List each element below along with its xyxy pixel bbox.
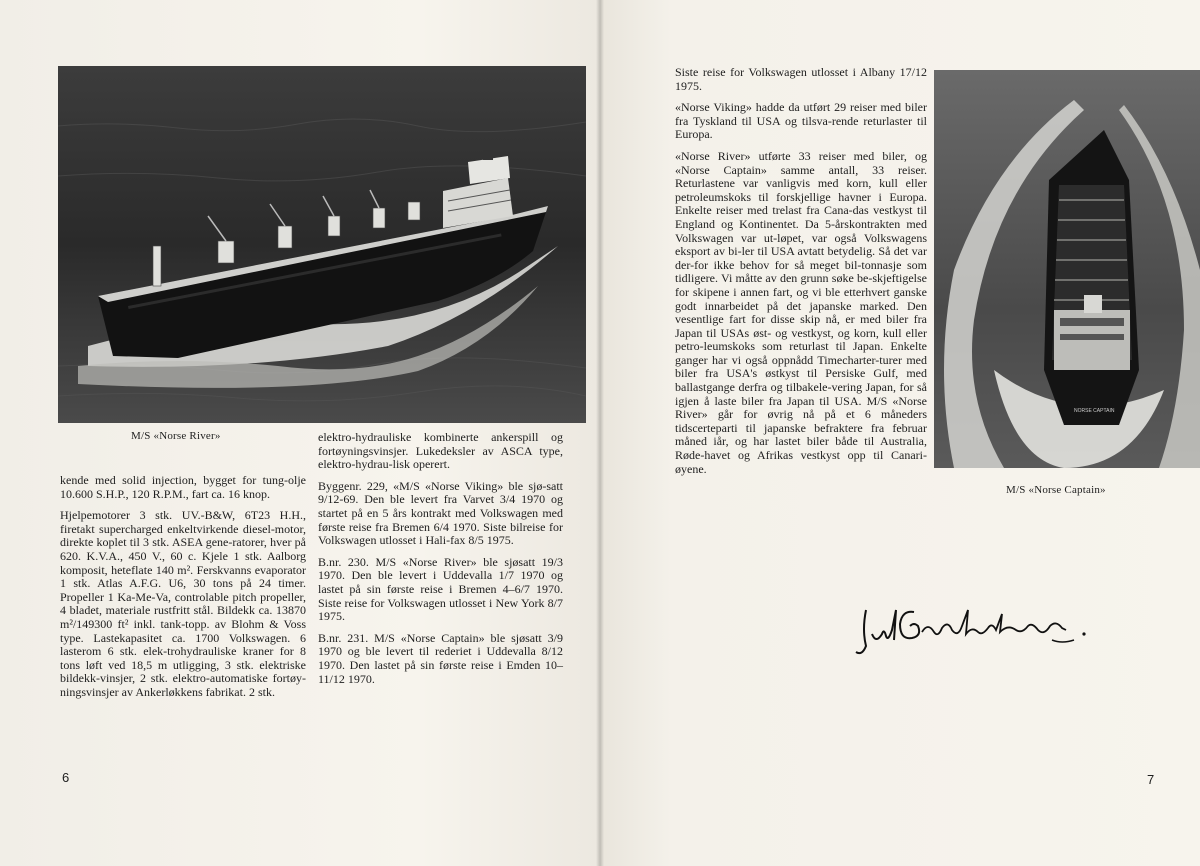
left-column-2 [318,431,563,694]
norse-captain-photo [934,70,1200,468]
paragraph: elektro-hydrauliske kombinerte ankerspill og fortøyningsvinsjer. Lukedeksler av ASCA type, elektro-hydrau-lisk operert. [318,430,563,472]
book-gutter [596,0,604,866]
paragraph: Siste reise for Volkswagen utlosset i Albany 17/12 1975. [675,65,927,93]
norse-river-caption: M/S «Norse River» [131,430,221,442]
signature [852,600,1102,660]
paragraph: B.nr. 230. M/S «Norse River» ble sjøsatt 19/3 1970. Den ble levert i Uddevalla 1/7 1970 og lastet på sin første reise i Bremen 4–6/7 1970. Siste reise for Volkswagen utlosset i New York 8/7 1975. [318,554,563,624]
paragraph: B.nr. 231. M/S «Norse Captain» ble sjøsatt 3/9 1970 og ble levert til rederiet i Uddevalla 8/12 1970. Den lastet på sin første reise i Emden 10–11/12 1970. [318,630,563,686]
paragraph: kende med solid injection, bygget for tung-olje 10.600 S.H.P., 120 R.P.M., fart ca. 16 knop. [60,473,306,501]
page-number-left: 6 [62,770,70,785]
paragraph: Hjelpemotorer 3 stk. UV.-B&W, 6T23 H.H., firetakt supercharged enkeltvirkende diesel-motor, direkte koplet til 3 stk. ASEA gene-ratorer, hver på 620. K.V.A., 450 V., 60 c. Kjele 1 stk. Aalborg komposit, heteflate 140 m². Ferskvanns evaporator 1 stk. Atlas A.F.G. U6, 30 tons på 24 timer. Propeller 1 Ka-Me-Va, controlable pitch propeller, 4 bladet, materiale rustfritt stål. Bildekk ca. 13870 m²/149300 ft² inkl. tank-topp. av Blohm & Voss type. Lastekapasitet ca. 1700 Volkswagen. 6 lasterom 6 stk. elek-trohydrauliske kraner for 8 tons løft ved 18,5 m utligging, 3 stk. elektriske bildekk-vinsjer, 2 stk. elektro-automatiske fortøy-ningsvinsjer av Ankerløkkens fabrikat. 2 stk. [60,508,306,699]
norse-captain-caption: M/S «Norse Captain» [1006,484,1106,496]
svg-text:NORSE CAPTAIN: NORSE CAPTAIN [1074,408,1115,414]
page-number-right: 7 [1147,772,1155,787]
right-page [600,0,1200,866]
norse-river-photo [58,66,586,423]
right-column [675,66,927,484]
left-column-1 [60,474,306,708]
paragraph: «Norse River» utførte 33 reiser med biler, og «Norse Captain» samme antall, 33 reiser. Returlastene var vanligvis med korn, kull eller petroleumskoks til forskjellige havner i Europa. Enkelte reiser med trelast fra Cana-das vestkyst til England og Kontinentet. Da 5-årskontrakten med Volkswagen var ut-løpet, var også Volkswagens eksport av bi-ler til USA avtatt betydelig. Så det var der-for ikke behov for så meget bil-tonnasje som tidligere. Vi måtte av den grunn søke be-skjeftigelse for skipene i annen fart, og vi ble etterhvert ganske godt innarbeidet på det japanske marked. Den vesentlige fart for disse skip nå, er med biler fra Japan til USAs øst- og vestkyst, og korn, kull eller petro-leumskoks som returlast til Japan. Enkelte ganger har vi også oppnådd Timecharter-turer med biler fra USA's østkyst til Persiske Gulf, med ballastgange derfra og tilbakele-vering Japan, for så igjen å laste biler fra Japan til USA. M/S «Norse River» går for øvrig nå på et 6 måneders tidscerteparti til japanske befraktere fra februar måned iår, og har lastet biler både til Australia, Røde-havet og Afrikas vestkyst opp til Canari-øyene. [675,148,927,476]
paragraph: Byggenr. 229, «M/S «Norse Viking» ble sjø-satt 9/12-69. Den ble levert fra Varvet 3/4 1970 og startet på en 5 års kontrakt med Volkswagen med første reise fra Bremen 6/4 1970. Siste bilreise for Volkswagen utlosset i Hali-fax 8/5 1975. [318,478,563,548]
paragraph: «Norse Viking» hadde da utført 29 reiser med biler fra Tyskland til USA og tilsva-rende returlaster til Europa. [675,100,927,142]
